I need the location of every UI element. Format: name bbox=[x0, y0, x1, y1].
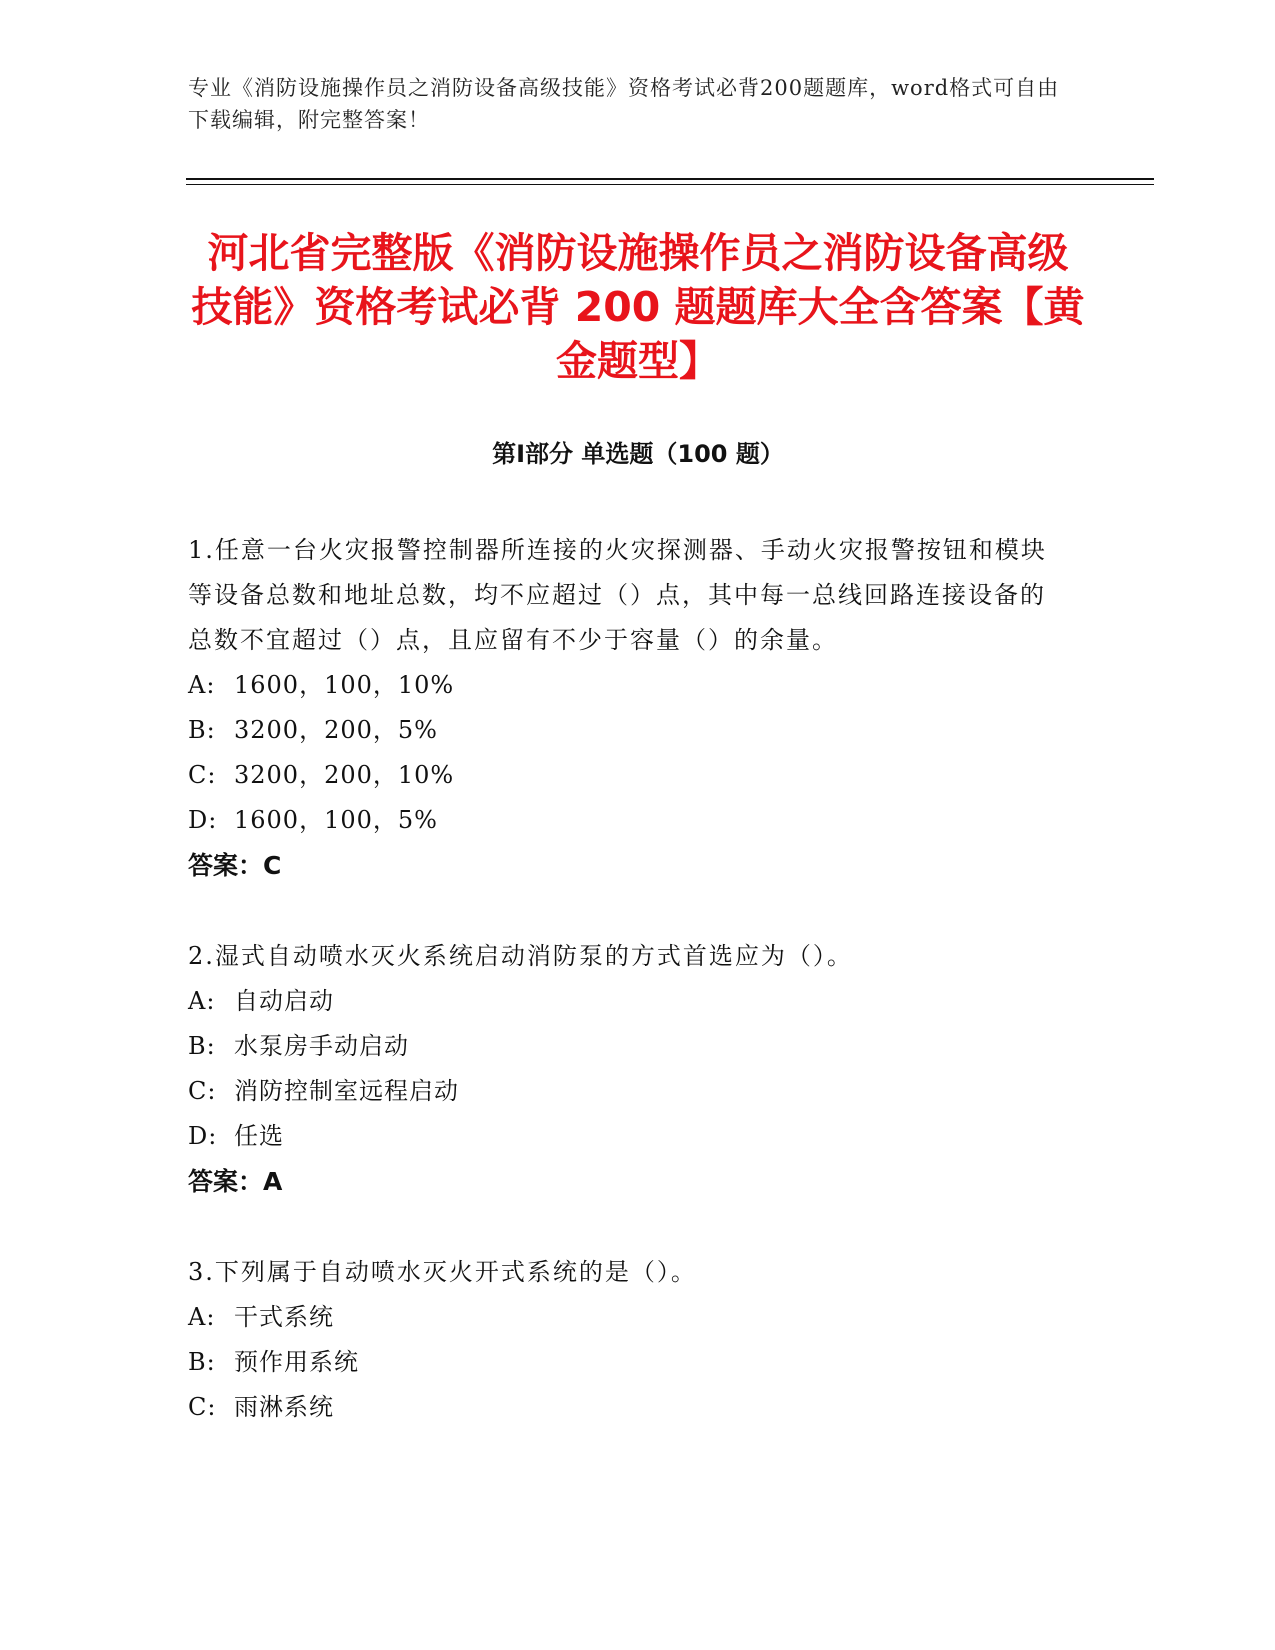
option-text: 任选 bbox=[234, 1122, 284, 1150]
question-stem: 3.下列属于自动喷水灭火开式系统的是（）。 bbox=[188, 1258, 697, 1286]
question-3 bbox=[188, 1250, 1068, 1430]
answer-line: 答案：C bbox=[188, 851, 282, 880]
option-text: 3200，200，10% bbox=[234, 761, 455, 789]
option-text: 自动启动 bbox=[234, 987, 334, 1015]
option-letter: D: bbox=[188, 1122, 218, 1150]
option-a bbox=[188, 1295, 1068, 1340]
option-letter: C: bbox=[188, 1077, 217, 1105]
option-text: 干式系统 bbox=[234, 1303, 334, 1331]
option-letter: A: bbox=[188, 1303, 216, 1331]
question-2 bbox=[188, 934, 1068, 1205]
option-text: 1600，100，10% bbox=[234, 671, 455, 699]
option-b bbox=[188, 1024, 1068, 1069]
option-text: 预作用系统 bbox=[234, 1348, 359, 1376]
option-b bbox=[188, 708, 1068, 753]
option-b bbox=[188, 1340, 1068, 1385]
answer-line: 答案：A bbox=[188, 1167, 283, 1196]
option-c bbox=[188, 1069, 1068, 1114]
question-stem: 2.湿式自动喷水灭火系统启动消防泵的方式首选应为（）。 bbox=[188, 942, 853, 970]
option-a bbox=[188, 979, 1068, 1024]
option-letter: C: bbox=[188, 761, 217, 789]
option-letter: B: bbox=[188, 1348, 216, 1376]
header-note: 专业《消防设施操作员之消防设备高级技能》资格考试必背200题题库，word格式可自由下载编辑，附完整答案！ bbox=[188, 76, 1060, 132]
option-d bbox=[188, 798, 1068, 843]
question-stem: 1.任意一台火灾报警控制器所连接的火灾探测器、手动火灾报警按钮和模块等设备总数和地址总数，均不应超过（）点，其中每一总线回路连接设备的总数不宜超过（）点，且应留有不少于容量（）的余量。 bbox=[188, 536, 1047, 654]
question-1 bbox=[188, 528, 1068, 889]
option-letter: A: bbox=[188, 671, 216, 699]
document-title: 河北省完整版《消防设施操作员之消防设备高级技能》资格考试必背 200 题题库大全含答案【黄金题型】 bbox=[191, 229, 1085, 385]
option-text: 消防控制室远程启动 bbox=[234, 1077, 459, 1105]
header-rule-thick bbox=[186, 178, 1154, 180]
header-rule-thin bbox=[186, 184, 1154, 185]
option-c bbox=[188, 753, 1068, 798]
option-text: 水泵房手动启动 bbox=[234, 1032, 409, 1060]
option-letter: A: bbox=[188, 987, 216, 1015]
option-d bbox=[188, 1114, 1068, 1159]
option-text: 1600，100，5% bbox=[234, 806, 438, 834]
option-letter: B: bbox=[188, 716, 216, 744]
option-a bbox=[188, 663, 1068, 708]
option-text: 3200，200，5% bbox=[234, 716, 438, 744]
option-letter: C: bbox=[188, 1393, 217, 1421]
question-list bbox=[188, 528, 1068, 1475]
option-c bbox=[188, 1385, 1068, 1430]
section-heading: 第Ⅰ部分 单选题（100 题） bbox=[492, 440, 784, 468]
option-letter: D: bbox=[188, 806, 218, 834]
option-letter: B: bbox=[188, 1032, 216, 1060]
option-text: 雨淋系统 bbox=[234, 1393, 334, 1421]
